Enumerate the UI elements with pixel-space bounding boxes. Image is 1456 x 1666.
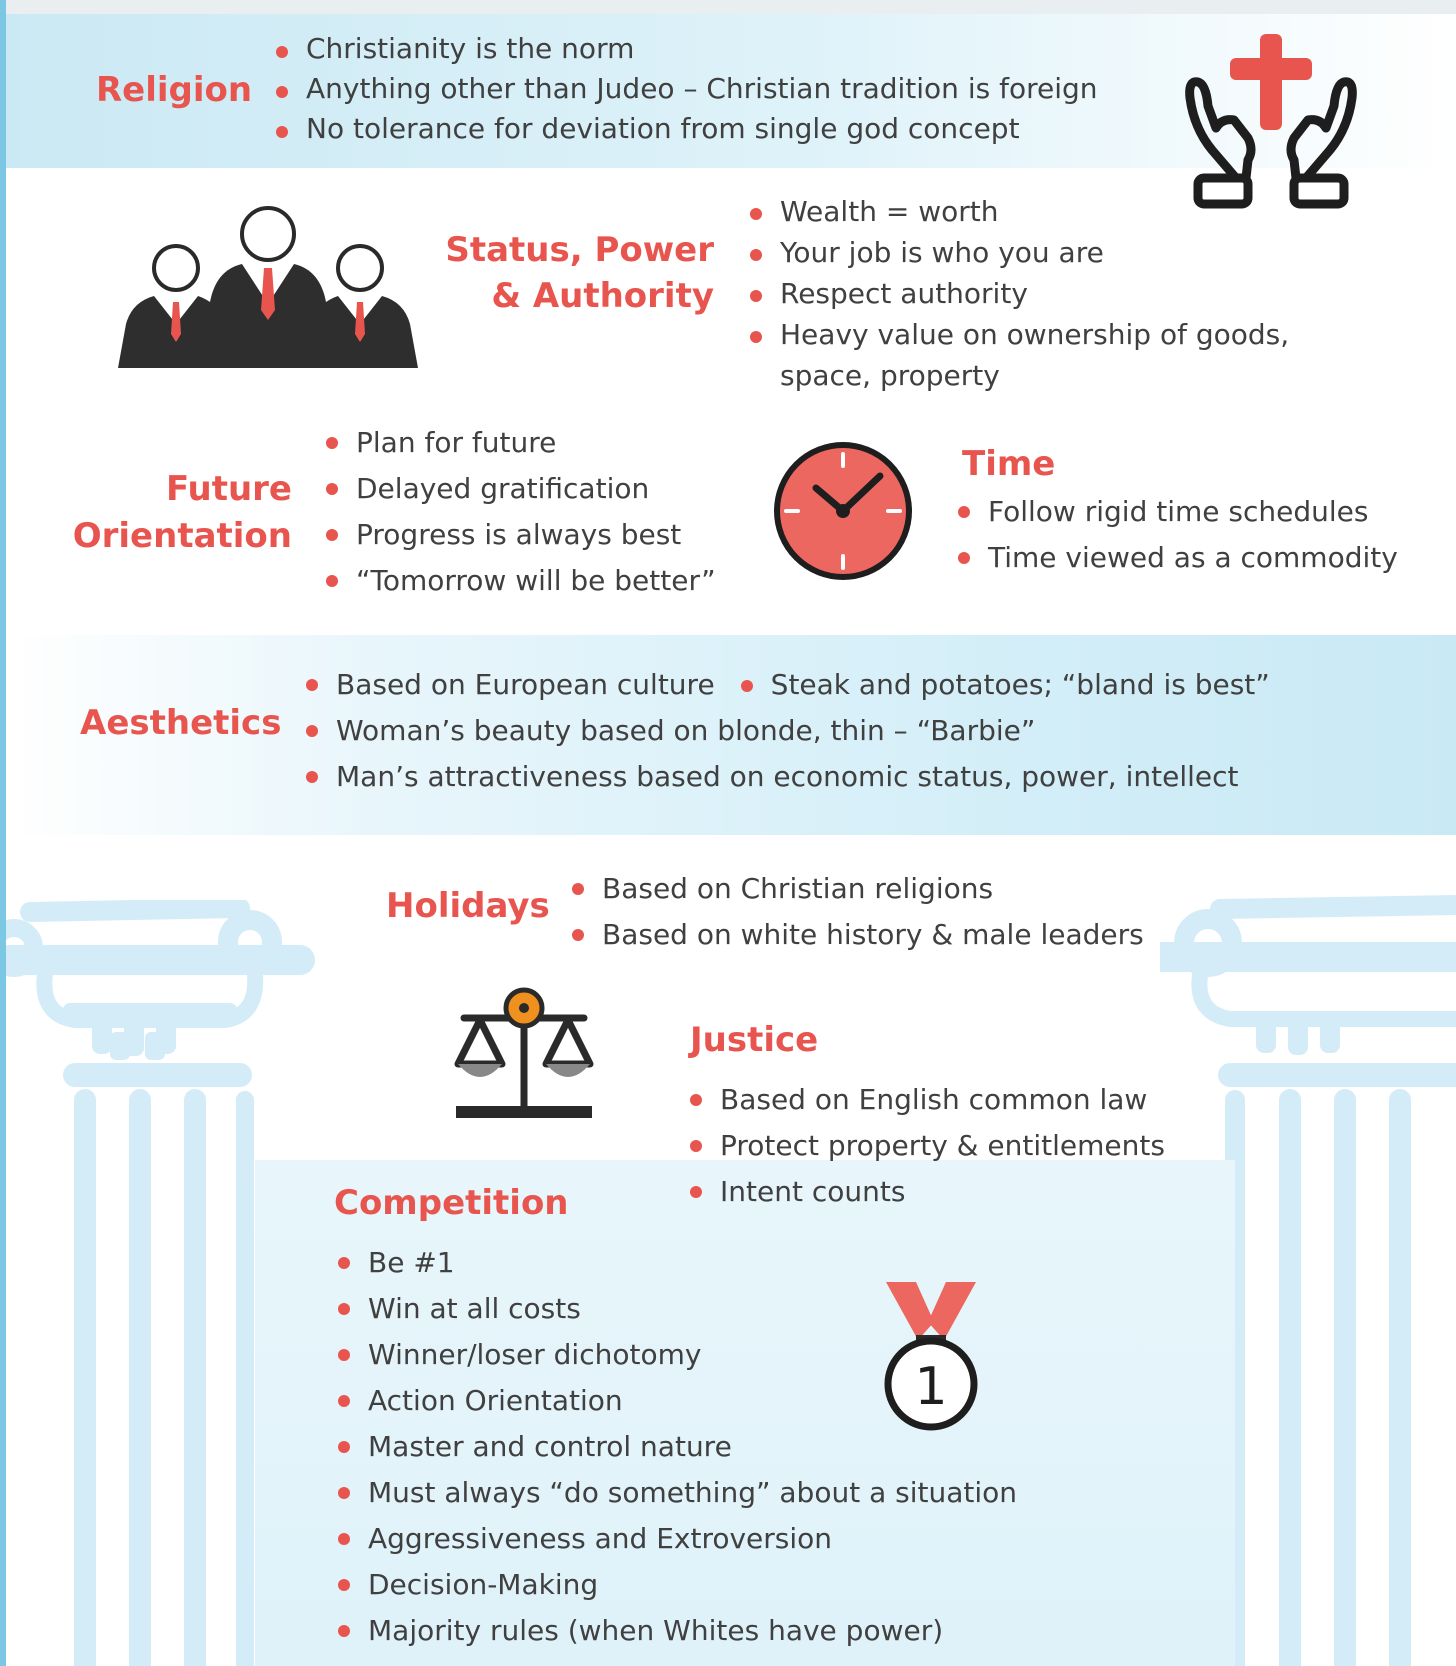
- inline-bullet: [741, 680, 753, 692]
- first-place-medal-icon: [876, 1278, 986, 1432]
- left-border-line: [0, 0, 6, 1666]
- time-list: [958, 489, 1398, 581]
- top-strip: [0, 0, 1456, 14]
- list-item: Wealth = worth: [750, 191, 1289, 232]
- list-item: Plan for future: [326, 420, 716, 466]
- list-item: Protect property & entitlements: [690, 1123, 1165, 1169]
- status-heading-line1: Status, Power: [445, 230, 714, 270]
- list-item: Follow rigid time schedules: [958, 489, 1398, 535]
- status-heading-line2: & Authority: [491, 276, 714, 316]
- clock-icon: [772, 440, 914, 582]
- list-item: Time viewed as a commodity: [958, 535, 1398, 581]
- list-item: Respect authority: [750, 273, 1289, 314]
- holidays-list: [572, 866, 1144, 958]
- list-item: Based on white history & male leaders: [572, 912, 1144, 958]
- list-item: Decision-Making: [338, 1562, 1017, 1608]
- future-list: [326, 420, 716, 604]
- religion-list: [276, 29, 1098, 149]
- list-item: “Tomorrow will be better”: [326, 558, 716, 604]
- list-item: Intent counts: [690, 1169, 1165, 1215]
- list-item: Action Orientation: [338, 1378, 1017, 1424]
- praying-hands-cross-icon: [1176, 28, 1366, 212]
- aesthetics-heading: Aesthetics: [80, 703, 282, 743]
- aesthetics-list: [306, 662, 1270, 800]
- competition-heading: Competition: [334, 1183, 569, 1223]
- list-item: Win at all costs: [338, 1286, 1017, 1332]
- list-item: Anything other than Judeo – Christian tradition is foreign: [276, 69, 1098, 109]
- list-item: Be #1: [338, 1240, 1017, 1286]
- list-item: Your job is who you are: [750, 232, 1289, 273]
- justice-heading: Justice: [690, 1020, 819, 1060]
- time-heading: Time: [962, 444, 1056, 484]
- list-item: No tolerance for deviation from single god concept: [276, 109, 1098, 149]
- aesthetics-item-1b: Steak and potatoes; “bland is best”: [770, 668, 1270, 701]
- list-item: [306, 662, 1270, 708]
- business-people-icon: [118, 206, 418, 368]
- holidays-heading: Holidays: [386, 886, 550, 926]
- religion-heading: Religion: [96, 70, 253, 110]
- list-item: Man’s attractiveness based on economic status, power, intellect: [306, 754, 1270, 800]
- list-item: Delayed gratification: [326, 466, 716, 512]
- list-item: Heavy value on ownership of goods,: [750, 314, 1289, 355]
- future-heading-line1: Future: [165, 469, 292, 509]
- list-item: Aggressiveness and Extroversion: [338, 1516, 1017, 1562]
- list-item: Based on English common law: [690, 1077, 1165, 1123]
- list-item: Majority rules (when Whites have power): [338, 1608, 1017, 1654]
- list-item-continuation: space, property: [780, 359, 1000, 392]
- scales-of-justice-icon: [450, 982, 598, 1120]
- list-item: Progress is always best: [326, 512, 716, 558]
- justice-list: [690, 1077, 1165, 1215]
- medal-number: 1: [914, 1357, 948, 1417]
- future-heading-line2: Orientation: [72, 516, 292, 556]
- list-item: Must always “do something” about a situation: [338, 1470, 1017, 1516]
- list-item: Christianity is the norm: [276, 29, 1098, 69]
- list-item: Master and control nature: [338, 1424, 1017, 1470]
- list-item: Woman’s beauty based on blonde, thin – “Barbie”: [306, 708, 1270, 754]
- list-item: Based on Christian religions: [572, 866, 1144, 912]
- status-list: [750, 191, 1289, 396]
- aesthetics-item-1: Based on European culture: [336, 668, 715, 701]
- list-item: Winner/loser dichotomy: [338, 1332, 1017, 1378]
